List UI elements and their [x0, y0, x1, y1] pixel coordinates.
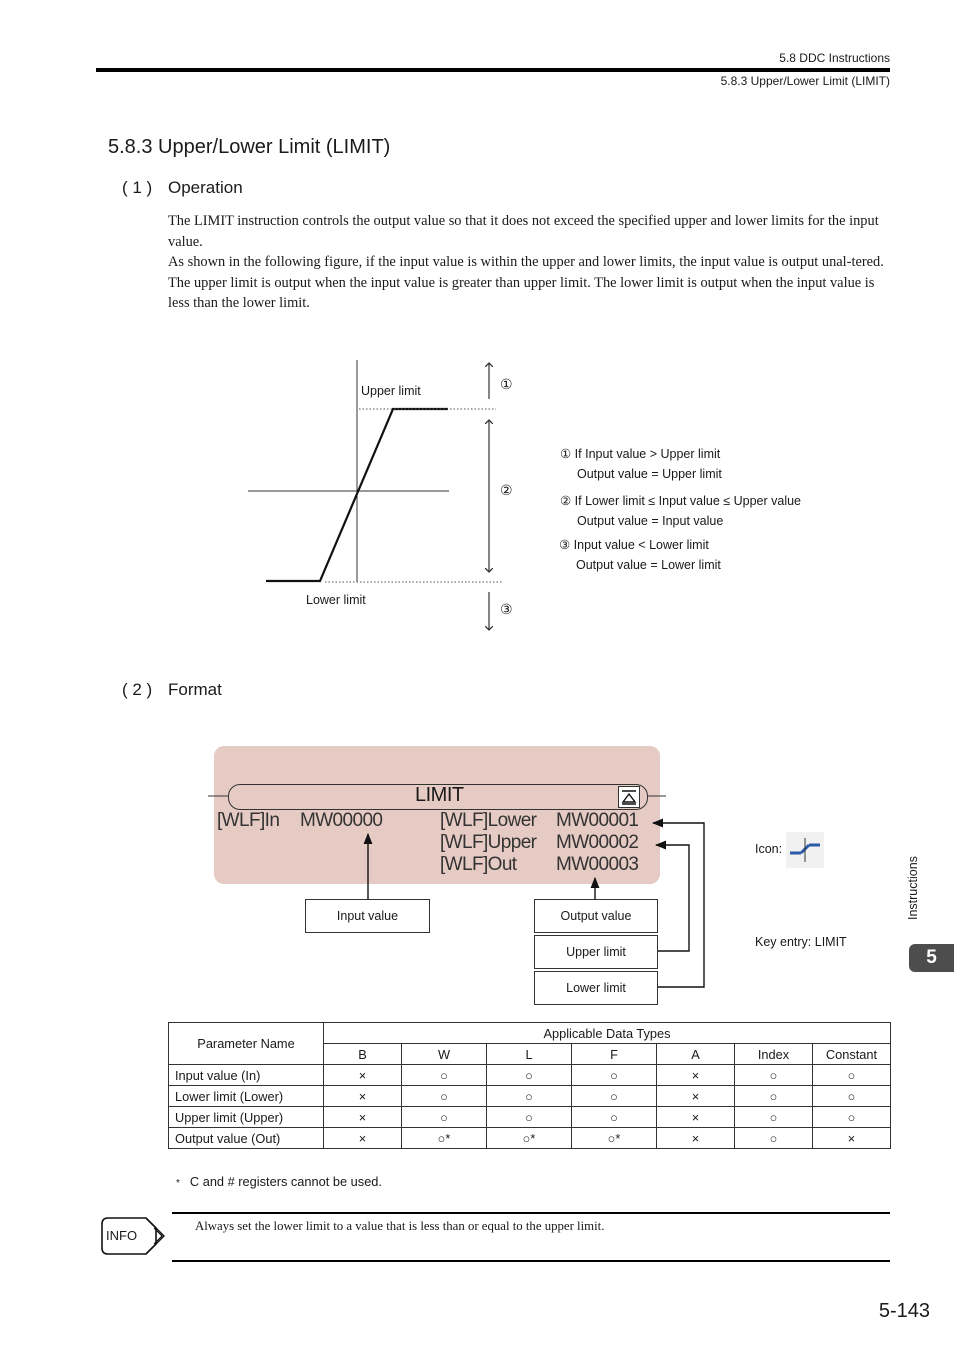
cell: ○	[487, 1107, 572, 1128]
table-row	[169, 1086, 891, 1107]
cell: ×	[324, 1065, 402, 1086]
lower-limit-box: Lower limit	[534, 971, 658, 1005]
upper-param-label: [WLF]Upper	[440, 832, 537, 853]
lower-param-label: [WLF]Lower	[440, 810, 537, 831]
upper-limit-box: Upper limit	[534, 935, 658, 969]
marker-1: ①	[500, 376, 513, 392]
cell: ○	[402, 1065, 487, 1086]
cell: ○*	[402, 1128, 487, 1149]
marker-2: ②	[500, 482, 513, 498]
side-section-label: Instructions	[906, 856, 920, 920]
info-rule-top	[172, 1212, 890, 1214]
running-header-section: 5.8 DDC Instructions	[779, 51, 890, 65]
row-name: Upper limit (Upper)	[169, 1107, 324, 1128]
cell: ○	[487, 1065, 572, 1086]
page-number: 5-143	[878, 1300, 930, 1322]
input-value-box: Input value	[305, 899, 430, 933]
footnote	[176, 1174, 382, 1189]
cell: ○*	[572, 1128, 657, 1149]
parameter-table	[168, 1022, 891, 1149]
page-title: 5.8.3 Upper/Lower Limit (LIMIT)	[108, 136, 391, 158]
cell: ×	[657, 1086, 735, 1107]
cell: ×	[657, 1128, 735, 1149]
cell: ×	[657, 1065, 735, 1086]
operation-paragraph-1: The LIMIT instruction controls the output value so that it does not exceed the specified upper and lower limits for the input value.	[168, 213, 879, 250]
col-w: W	[402, 1044, 487, 1065]
applicable-types-header: Applicable Data Types	[324, 1023, 891, 1044]
operation-paragraph-3: The upper limit is output when the input value is greater than upper limit. The lower limit is output when the input value is less than the lower limit.	[168, 274, 875, 312]
cell: ○	[402, 1086, 487, 1107]
info-badge	[100, 1216, 166, 1256]
cell: ×	[657, 1107, 735, 1128]
table-row	[169, 1128, 891, 1149]
col-index: Index	[735, 1044, 813, 1065]
col-a: A	[657, 1044, 735, 1065]
running-header-subsection: 5.8.3 Upper/Lower Limit (LIMIT)	[720, 74, 890, 88]
row-name: Lower limit (Lower)	[169, 1086, 324, 1107]
out-register: MW00003	[556, 854, 639, 875]
format-title: Format	[168, 680, 222, 699]
info-badge-text: INFO	[106, 1228, 138, 1243]
marker-3: ③	[500, 601, 513, 617]
key-entry-label: Key entry: LIMIT	[755, 935, 847, 949]
condition-1-line1: ① If Input value > Upper limit	[560, 447, 721, 461]
cell: ○	[735, 1065, 813, 1086]
cell: ×	[324, 1128, 402, 1149]
cell: ○	[735, 1128, 813, 1149]
chapter-tab: 5	[909, 944, 954, 972]
format-number: ( 2 )	[122, 680, 153, 699]
in-register: MW00000	[300, 810, 383, 831]
row-name: Input value (In)	[169, 1065, 324, 1086]
cell: ○	[813, 1086, 891, 1107]
cell: ×	[324, 1107, 402, 1128]
cell: ×	[324, 1086, 402, 1107]
cell: ○	[813, 1065, 891, 1086]
info-text: Always set the lower limit to a value that is less than or equal to the upper limit.	[195, 1219, 605, 1233]
cell: ×	[813, 1128, 891, 1149]
operation-paragraph-2: As shown in the following figure, if the input value is within the upper and lower limits, the input value is output unal-tered.	[168, 254, 884, 271]
col-f: F	[572, 1044, 657, 1065]
cell: ○	[402, 1107, 487, 1128]
cell: ○	[572, 1086, 657, 1107]
col-l: L	[487, 1044, 572, 1065]
cell: ○	[735, 1086, 813, 1107]
collapse-icon[interactable]	[618, 786, 640, 808]
operation-number: ( 1 )	[122, 178, 153, 197]
condition-2-line2: Output value = Input value	[577, 513, 724, 528]
condition-3-line1: ③ Input value < Lower limit	[559, 538, 709, 552]
cell: ○	[572, 1065, 657, 1086]
in-param-label: [WLF]In	[217, 810, 280, 831]
row-name: Output value (Out)	[169, 1128, 324, 1149]
col-constant: Constant	[813, 1044, 891, 1065]
operation-title: Operation	[168, 178, 243, 197]
condition-1-line2: Output value = Upper limit	[577, 466, 722, 481]
table-row	[169, 1065, 891, 1086]
limit-block-title: LIMIT	[415, 784, 464, 806]
cell: ○	[735, 1107, 813, 1128]
condition-3-line2: Output value = Lower limit	[576, 557, 721, 572]
limit-instruction-icon	[786, 832, 824, 868]
footnote-text: C and # registers cannot be used.	[189, 1174, 382, 1189]
cell: ○	[572, 1107, 657, 1128]
info-rule-bottom	[172, 1260, 890, 1262]
condition-2-line1: ② If Lower limit ≤ Input value ≤ Upper value	[560, 494, 802, 508]
cell: ○*	[487, 1128, 572, 1149]
cell: ○	[813, 1107, 891, 1128]
upper-register: MW00002	[556, 832, 639, 853]
table-row	[169, 1107, 891, 1128]
output-value-box: Output value	[534, 899, 658, 933]
lower-register: MW00001	[556, 810, 639, 831]
param-name-header: Parameter Name	[169, 1023, 324, 1065]
out-param-label: [WLF]Out	[440, 854, 517, 875]
icon-label: Icon:	[755, 842, 783, 856]
footnote-mark: *	[176, 1178, 180, 1189]
lower-limit-label: Lower limit	[306, 593, 366, 607]
upper-limit-label: Upper limit	[361, 384, 421, 398]
cell: ○	[487, 1086, 572, 1107]
col-b: B	[324, 1044, 402, 1065]
